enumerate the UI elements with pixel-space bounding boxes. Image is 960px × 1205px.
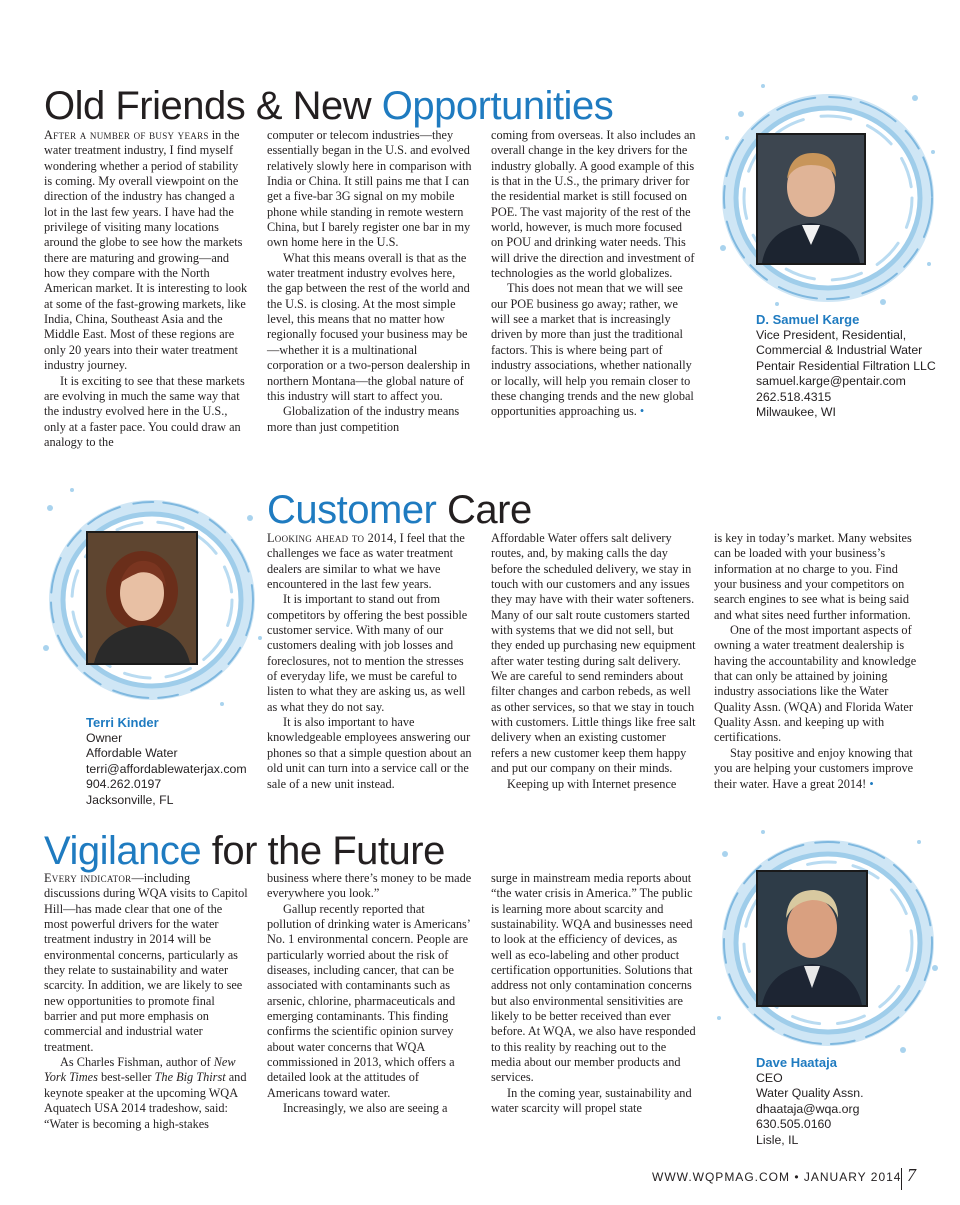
author-name: Terri Kinder — [86, 715, 159, 730]
author-email: terri@affordablewaterjax.com — [86, 761, 247, 776]
end-mark: • — [639, 404, 645, 419]
article-column-1 — [44, 871, 249, 1132]
paragraph: Globalization of the industry means more than just competition — [267, 404, 460, 434]
page-number: 7 — [907, 1165, 916, 1185]
paragraph: Gallup recently reported that pollution of drinking water is Americans’ No. 1 environmental concern. People are particularly worried about the risk of diseases, including cancer, that can be associated with contaminants such as arsenic, chlorine, pharmaceuticals and emerging contaminants. This finding confirms the scientific opinion survey about water concerns that WQA commissioned in 2013, which offers a detailed look at the attitudes of Americans toward water. — [267, 901, 470, 1100]
paragraph: It is also important to have knowledgeable employees answering our phones so that a simple question about an old unit can turn into a service call or the sale of a new unit instead. — [267, 715, 472, 791]
paragraph — [44, 128, 249, 374]
paragraph-text: Stay positive and enjoy knowing that you are helping your customers improve their water. Have a great 2014! — [714, 745, 914, 791]
lead-in: Looking ahead to 2014 — [267, 531, 394, 545]
paragraph-text: This does not mean that we will see our POE business go away; rather, we will see a market that is increasingly driven by more than just the traditional factors. This is where being part of industry associations, whether nationally or locally, will help you remain closer to these changing trends and the new global opportunities approaching us. — [491, 281, 694, 419]
author-photo-kinder — [86, 531, 198, 665]
paragraph — [44, 871, 249, 1055]
paragraph: In the coming year, sustainability and water scarcity will propel state — [491, 1085, 692, 1116]
italic-title: The Big Thirst — [154, 1070, 226, 1085]
article-column-3 — [491, 871, 696, 1117]
title-text: Care — [436, 488, 532, 532]
page-footer — [652, 1170, 901, 1184]
lead-in: After a number of busy years — [44, 128, 209, 142]
paragraph-text: and keynote speaker at the upcoming WQA Aquatech USA 2014 tradeshow, said: “Water is becoming a high-stakes — [44, 1070, 247, 1131]
paragraph: coming from overseas. It also includes an overall change in the key drivers for the industry globally. A good example of this is that in the U.S., the primary driver for the residential market is still focused on POE. The vast majority of the rest of the world, however, is much more focused on POU and drinking water needs. This will drive the direction and investment of technologies as the world globalizes. — [491, 128, 696, 281]
article-column-3 — [714, 531, 919, 792]
paragraph: It is exciting to see that these markets are evolving in much the same way that the industry evolved here in the U.S., only at a faster pace. You could draw an analogy to the — [44, 373, 245, 449]
author-phone: 904.262.0197 — [86, 777, 162, 791]
paragraph-text: in the water treatment industry, I find myself wondering whether a period of stability is coming. My overall viewpoint on the direction of the industry has changed a lot in the last few years. I have had the privilege of visiting many locations around the globe to see how the markets there are maturing and growing—and how they compare with the North American market. It is interesting to look at some of the fast-growing markets, like India, China, Southeast Asia and the Middle East. Most of these regions are only 20 years into their water treatment industry journey. — [44, 128, 248, 373]
paragraph-text: best-seller — [97, 1070, 155, 1085]
author-name: D. Samuel Karge — [756, 312, 860, 327]
author-photo-haataja — [756, 870, 868, 1007]
section-title-customer-care — [267, 490, 532, 530]
author-phone: 262.518.4315 — [756, 389, 832, 404]
author-title: Commercial & Industrial Water — [756, 343, 923, 357]
footer-separator: • — [794, 1170, 800, 1184]
paragraph — [491, 281, 696, 419]
paragraph-text: As Charles Fishman, author of — [60, 1055, 214, 1070]
paragraph: computer or telecom industries—they essentially began in the U.S. and evolved relatively slowly here in comparison with India or China. It still pains me that I can get a five-bar 3G signal on my mobile phone while standing in remote western China, but I barely register one bar in my own home here in the U.S. — [267, 128, 472, 250]
author-company: Pentair Residential Filtration LLC — [756, 358, 936, 373]
title-highlight: Customer — [267, 488, 437, 532]
paragraph: surge in mainstream media reports about “the water crisis in America.” The public is learning more about scarcity and sustainability. WQA and businesses need to look at the efficiency of devices, as well as eco-labeling and other product certification opportunities. Solutions that address not only contamination concerns but also environmental sensitivities are likely to be better received than ever before. At WQA, we also have responded to this reality by reaching out to the media about our member products and services. — [491, 871, 696, 1085]
italic-title: New York Times — [44, 1055, 236, 1085]
title-highlight: Vigilance — [44, 829, 202, 873]
article-column-2 — [267, 128, 472, 435]
author-company: Affordable Water — [86, 746, 178, 760]
paragraph: Affordable Water offers salt delivery routes, and, by making calls the day before the scheduled delivery, we stay in touch with our customers and any issues they may have with their water softeners. Many of our salt route customers started with systems that we did not sell, but they ended up purchasing new equipment after water testing during salt delivery. We are careful to send reminders about filter changes and carbon rebeds, as well as other services, so that we stay in touch with customers. Little things like free salt delivery when an existing customer refers a new customer keep them happy and put our company on their minds. — [491, 531, 696, 776]
article-column-1 — [44, 128, 249, 450]
author-bio-kinder — [86, 715, 247, 808]
paragraph: business where there’s money to be made everywhere you look.” — [267, 871, 472, 901]
website-url: WWW.WQPMAG.COM — [652, 1170, 790, 1184]
paragraph: It is important to stand out from competitors by offering the best possible customer service. With many of our customers dealing with job losses and foreclosures, not to mention the stresses of everyday life, we must be careful to listen to what they are asking us, as well as what they do not say. — [267, 592, 468, 714]
title-text: Old Friends & New — [44, 84, 382, 128]
paragraph — [44, 1055, 249, 1132]
author-location: Milwaukee, WI — [756, 405, 836, 419]
paragraph: is key in today’s market. Many websites can be loaded with your business’s information at no charge to you. Find your business and your competitors on search engines to see what is being said and what sites need further information. — [714, 531, 912, 622]
author-company: Water Quality Assn. — [756, 1086, 864, 1100]
author-bio-karge — [756, 312, 936, 421]
title-highlight: Opportunities — [381, 84, 614, 128]
article-column-2 — [491, 531, 696, 792]
author-email: dhaataja@wqa.org — [756, 1101, 860, 1116]
paragraph: What this means overall is that as the water treatment industry evolves here, the gap between the rest of the world and the U.S. is closing. At the most simple level, this means that no matter how regionally focused your business may be—whether it is a multinational corporation or a two-person dealership in northern Montana—the global nature of this industry will start to affect you. — [267, 250, 471, 403]
author-title: CEO — [756, 1070, 783, 1085]
paragraph — [714, 746, 919, 792]
paragraph-text: , I feel that the challenges we face as water treatment dealers are similar to what we have encountered in the last few years. — [267, 531, 465, 592]
issue-date: JANUARY 2014 — [803, 1170, 902, 1184]
end-mark: • — [869, 776, 874, 791]
paragraph — [267, 531, 472, 592]
author-location: Lisle, IL — [756, 1132, 799, 1147]
footer-divider — [901, 1168, 902, 1190]
author-email: samuel.karge@pentair.com — [756, 374, 906, 388]
article-column-1 — [267, 531, 472, 792]
lead-in: Every indicator — [44, 871, 132, 885]
section-title-vigilance — [44, 831, 445, 871]
paragraph: Keeping up with Internet presence — [507, 776, 677, 791]
paragraph-text: —including discussions during WQA visits to Capitol Hill—has made clear that one of the most powerful drivers for the water treatment industry in 2014 will be environmental concerns, particularly as they relate to sustainability and water scarcity. In addition, we are likely to see new opportunities to promote final barrier and put more emphasis on commercial and industrial water treatment. — [44, 871, 248, 1054]
author-phone: 630.505.0160 — [756, 1117, 832, 1131]
author-name: Dave Haataja — [756, 1055, 837, 1070]
article-column-2 — [267, 871, 472, 1117]
title-text: for the Future — [201, 829, 445, 873]
author-bio-haataja — [756, 1055, 864, 1148]
paragraph: Increasingly, we also are seeing a — [283, 1101, 448, 1116]
author-location: Jacksonville, FL — [86, 792, 174, 807]
section-title-old-friends — [44, 86, 613, 126]
paragraph: One of the most important aspects of owning a water treatment dealership is having the accountability and knowledge that can only be attained by joining industry associations like the Water Quality Assn. (WQA) and Florida Water Quality Assn. and keeping up with certifications. — [714, 623, 917, 745]
article-column-3 — [491, 128, 696, 420]
author-title: Owner — [86, 730, 123, 745]
author-title: Vice President, Residential, — [756, 327, 907, 342]
author-photo-karge — [756, 133, 866, 265]
